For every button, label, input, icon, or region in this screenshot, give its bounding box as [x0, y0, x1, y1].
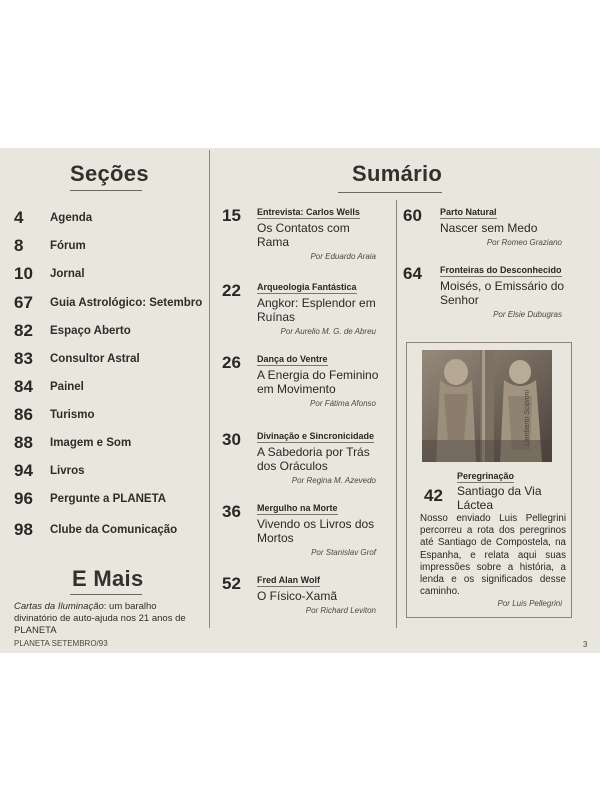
section-number: 98	[14, 520, 33, 539]
article-title[interactable]: A Energia do Feminino em Movimento	[257, 368, 379, 396]
article-title[interactable]: Os Contatos com Rama	[257, 221, 350, 249]
article-category-label: Dança do Ventre	[257, 354, 328, 364]
section-number: 88	[14, 433, 33, 452]
section-label[interactable]: Consultor Astral	[50, 353, 140, 365]
emais-heading-rule	[70, 594, 142, 595]
section-number: 86	[14, 405, 33, 424]
article-title[interactable]: Vivendo os Livros dos Mortos	[257, 517, 375, 545]
section-label[interactable]: Turismo	[50, 409, 95, 421]
sections-heading-rule	[70, 190, 142, 191]
section-number: 10	[14, 264, 33, 283]
section-number: 4	[14, 208, 24, 227]
section-label[interactable]: Guia Astrológico: Setembro	[50, 297, 203, 309]
article-byline: Por Aurelio M. G. de Abreu	[280, 327, 376, 336]
article-page-number: 60	[403, 206, 422, 225]
statue-photo-svg	[422, 350, 552, 462]
sections-heading: Seções	[70, 161, 149, 186]
emais-text	[14, 601, 200, 637]
article-byline: Por Richard Leviton	[305, 606, 376, 615]
section-number: 96	[14, 489, 33, 508]
article-category-label: Fronteiras do Desconhecido	[440, 265, 562, 275]
section-number: 94	[14, 461, 33, 480]
feature-number: 42	[424, 486, 443, 505]
summary-inner-divider	[396, 200, 397, 628]
summary-heading-rule	[338, 192, 442, 193]
feature-byline: Por Luis Pellegrini	[497, 599, 562, 608]
article-category	[257, 354, 328, 364]
article-title[interactable]: Angkor: Esplendor em Ruínas	[257, 296, 376, 324]
section-label[interactable]: Pergunte a PLANETA	[50, 493, 167, 505]
article-byline: Por Romeo Graziano	[486, 238, 562, 247]
article-title[interactable]: A Sabedoria por Trás dos Oráculos	[257, 445, 370, 473]
article-category	[257, 431, 374, 441]
section-label[interactable]: Espaço Aberto	[50, 325, 131, 337]
emais-text-title: Cartas da Iluminação	[14, 601, 104, 612]
feature-body: Nosso enviado Luis Pellegrini percorreu a rota dos peregrinos até Santiago de Compostela, na Espanha, e relata aqui suas impressões sobre a história, a lenda e os significados desse caminho.	[420, 513, 566, 598]
article-category-label: Arqueologia Fantástica	[257, 282, 357, 292]
summary-heading: Sumário	[352, 161, 443, 186]
article-category	[440, 265, 562, 275]
article-category	[257, 575, 320, 585]
article-page-number: 15	[222, 206, 241, 225]
article-category	[257, 503, 338, 513]
photo-credit: Lamberto Scipioni	[524, 389, 531, 446]
section-number: 8	[14, 236, 24, 255]
column-divider	[209, 150, 210, 628]
article-page-number: 26	[222, 353, 241, 372]
article-category	[440, 207, 497, 217]
statue-photo	[422, 350, 552, 462]
section-label[interactable]: Jornal	[50, 268, 85, 280]
article-category-label: Mergulho na Morte	[257, 503, 338, 513]
article-title[interactable]: Moisés, o Emissário do Senhor	[440, 279, 565, 307]
section-label[interactable]: Agenda	[50, 212, 93, 224]
section-label[interactable]: Painel	[50, 381, 84, 393]
article-byline: Por Fátima Afonso	[310, 399, 376, 408]
emais-heading: E Mais	[72, 566, 144, 591]
article-page-number: 52	[222, 574, 241, 593]
article-category-label: Divinação e Sincronicidade	[257, 431, 375, 441]
article-page-number: 30	[222, 430, 241, 449]
article-page-number: 36	[222, 502, 241, 521]
article-byline: Por Elsie Dubugras	[493, 310, 562, 319]
section-label[interactable]: Livros	[50, 465, 85, 477]
footer-page-number: 3	[583, 640, 588, 649]
article-title[interactable]: Nascer sem Medo	[440, 221, 538, 235]
section-number: 82	[14, 321, 33, 340]
article-category	[257, 282, 357, 292]
emais-text-body: : um baralho divinatório de auto-ajuda nos 21 anos de PLANETA	[14, 601, 186, 636]
article-page-number: 22	[222, 281, 241, 300]
section-number: 67	[14, 293, 33, 312]
section-label[interactable]: Clube da Comunicação	[50, 524, 178, 536]
article-title[interactable]: O Físico-Xamã	[257, 589, 338, 603]
feature-title: Santiago da Via Láctea	[457, 484, 542, 512]
article-category-label: Parto Natural	[440, 207, 497, 217]
article-category	[257, 207, 360, 217]
article-category-label: Fred Alan Wolf	[257, 575, 320, 585]
article-byline: Por Regina M. Azevedo	[291, 476, 376, 485]
feature-category	[457, 471, 514, 481]
section-label[interactable]: Fórum	[50, 240, 86, 252]
article-category-label: Entrevista: Carlos Wells	[257, 207, 360, 217]
article-byline: Por Eduardo Araia	[310, 252, 376, 261]
section-number: 83	[14, 349, 33, 368]
footer-magazine: PLANETA SETEMBRO/93	[14, 639, 108, 648]
feature-category-label: Peregrinação	[457, 471, 515, 481]
article-byline: Por Stanislav Grof	[311, 548, 376, 557]
article-page-number: 64	[403, 264, 422, 283]
section-label[interactable]: Imagem e Som	[50, 437, 132, 449]
section-number: 84	[14, 377, 33, 396]
